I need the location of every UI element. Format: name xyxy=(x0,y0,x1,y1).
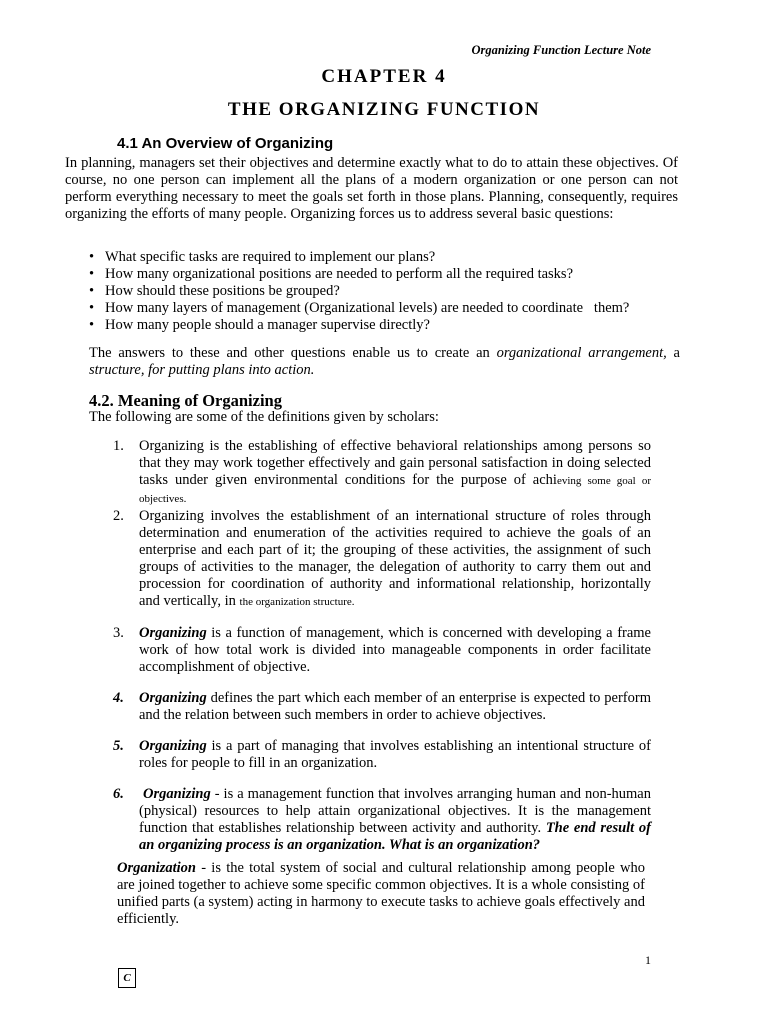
list-item: 3. Organizing is a function of management, which is concerned with developing a frame work of how total work is divided into manageable components in order facilitate accomplishment of objective. xyxy=(113,625,651,675)
list-item: 6. Organizing - is a management function that involves arranging human and non-human (physical) resources to help attain organizational objectives. It is the management function that establishes relationship between activity and authority. The end result of an organizing process is an organization. What is an organization? xyxy=(113,786,652,853)
bullet-icon: • xyxy=(89,266,95,282)
organization-definition: Organization - is the total system of social and cultural relationship among people who are joined together to achieve some specific common objectives. It is a whole consisting of unified parts (a system) acting in harmony to execute tasks to achieve goals effectively and efficiently. xyxy=(117,860,645,927)
list-item: 2. Organizing involves the establishment of an international structure of roles through determination and enumeration of the activities required to achieve the goals of an enterprise and each part of it; the grouping of these activities, the assignment of such groups of activities to the manager, the delegation of authority to carry them out and procession for coordination of authority and informational relationship, horizontally and vertically, in the organization structure. xyxy=(113,508,651,609)
overview-paragraph: In planning, managers set their objectives and determine exactly what to do to attain these objectives. Of course, no one person can implement all the plans of a modern organization or one person can not perform everything necessary to meet the goals set forth in those plans. Planning, consequently, requires organizing the efforts of many people. Organizing forces us to address several basic questions: xyxy=(65,155,678,222)
bullet-icon: • xyxy=(89,300,95,316)
bullet-icon: • xyxy=(89,317,95,333)
questions-list xyxy=(89,249,689,334)
list-item: • How should these positions be grouped? xyxy=(89,283,340,299)
definitions-intro: The following are some of the definitions given by scholars: xyxy=(89,409,439,425)
section-heading-overview: 4.1 An Overview of Organizing xyxy=(117,135,334,152)
list-item: • How many layers of management (Organizational levels) are needed to coordinate them? xyxy=(89,300,630,316)
chapter-number: CHAPTER 4 xyxy=(321,66,447,87)
list-item: 5. Organizing is a part of managing that involves establishing an intentional structure of roles for people to fill in an organization. xyxy=(113,738,651,771)
list-item: • What specific tasks are required to implement our plans? xyxy=(89,249,436,265)
list-item: • How many organizational positions are needed to perform all the required tasks? xyxy=(89,266,574,282)
definitions-list xyxy=(113,438,651,854)
bullet-icon: • xyxy=(89,249,95,265)
chapter-title: THE ORGANIZING FUNCTION xyxy=(227,99,541,120)
list-item: 4. Organizing defines the part which each member of an enterprise is expected to perform and the relation between such members in order to achieve objectives. xyxy=(113,690,651,723)
answers-paragraph: The answers to these and other questions enable us to create an organizational arrangement, a structure, for putting plans into action. xyxy=(89,345,680,378)
section-heading-meaning: 4.2. Meaning of Organizing xyxy=(89,391,282,410)
corner-mark: C xyxy=(118,968,136,988)
header-note: Organizing Function Lecture Note xyxy=(471,43,651,57)
page-number: 1 xyxy=(645,953,651,967)
bullet-icon: • xyxy=(89,283,95,299)
list-item: • How many people should a manager supervise directly? xyxy=(89,317,430,333)
list-item: 1. Organizing is the establishing of effective behavioral relationships among persons so that they may work together effectively and gain personal satisfaction in doing selected tasks under given environmental conditions for the purpose of achieving some goal or objectives. xyxy=(113,438,651,505)
